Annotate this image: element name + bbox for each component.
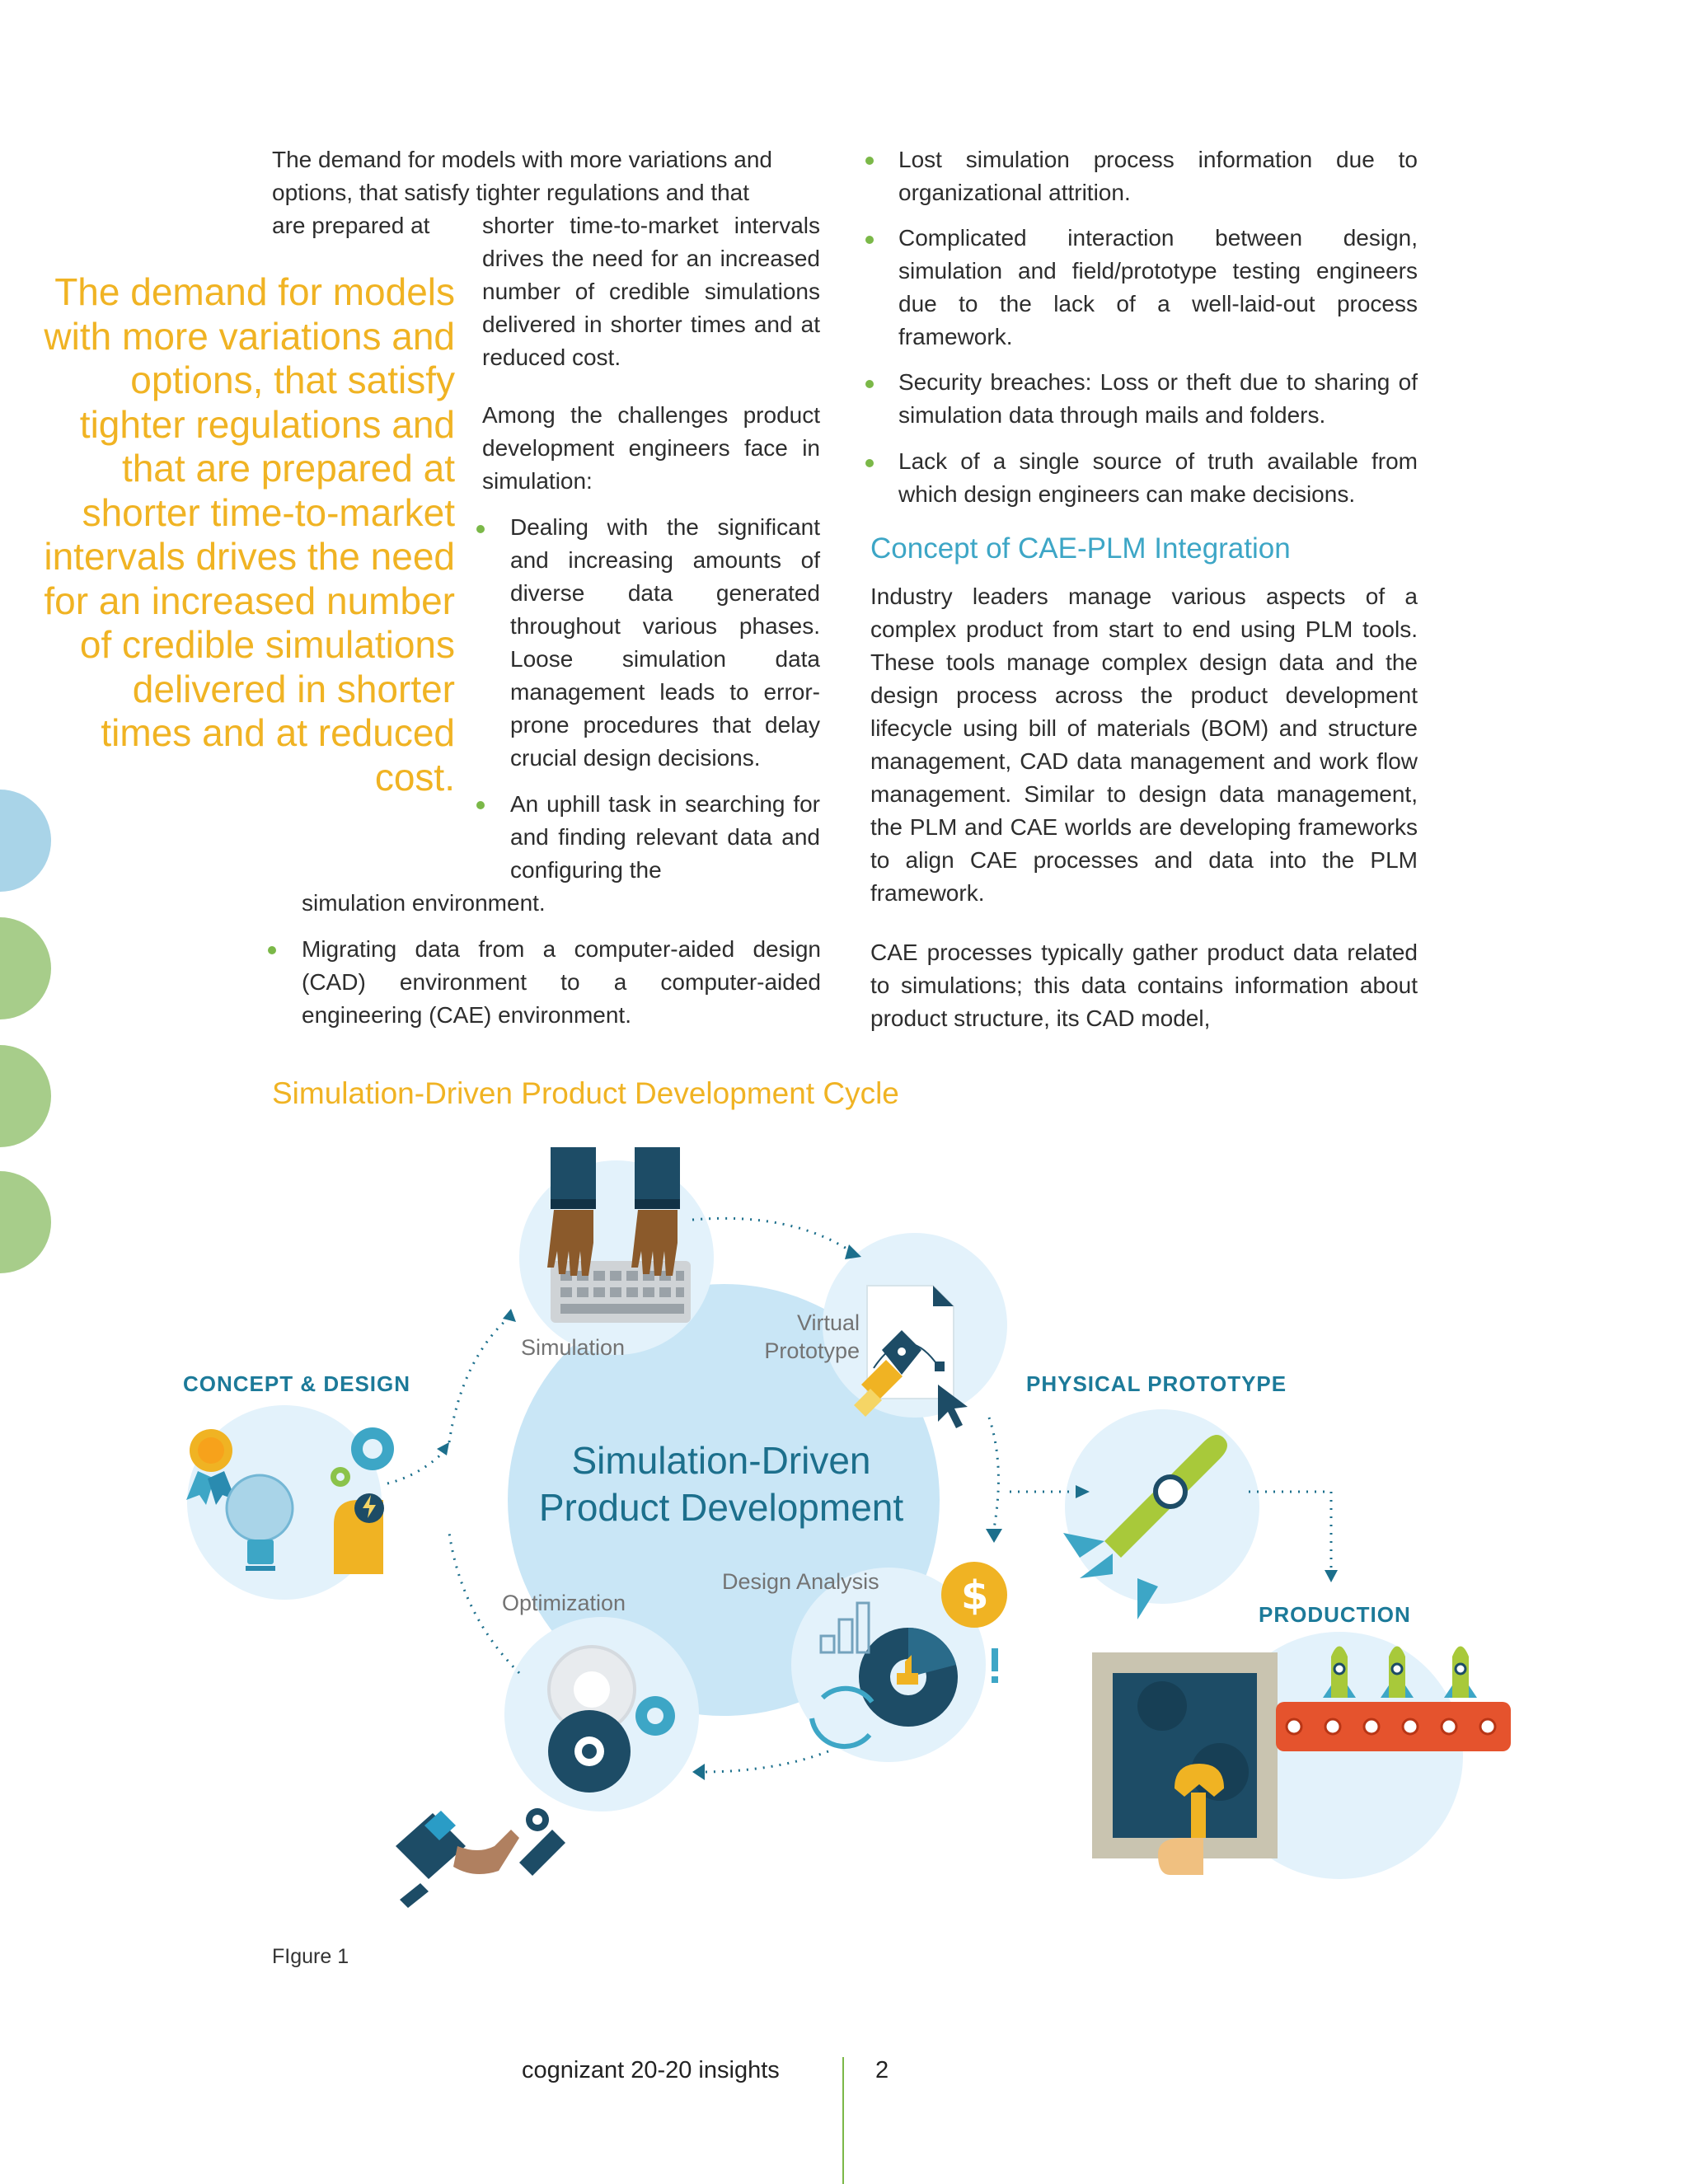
challenge-bullet-4: Lost simulation process information due to organizational attrition. [898,147,1418,205]
label-virtual-prototype-1: Virtual [796,1310,860,1335]
bullet-dot [865,380,874,388]
label-design-analysis: Design Analysis [722,1569,879,1594]
page-number: 2 [875,2057,889,2083]
label-physical-prototype: PHYSICAL PROTOTYPE [1026,1371,1287,1396]
label-optimization: Optimization [502,1591,626,1615]
intro-continuation: shorter time-to-market intervals drives the need for an increased number of credible simulations delivered in shorter times and at reduced cost. [482,213,820,370]
decorative-circle-green-1 [0,917,51,1019]
challenge-bullet-7: Lack of a single source of truth available from which design engineers can make decisions. [898,448,1418,507]
label-simulation: Simulation [521,1335,626,1360]
label-production: PRODUCTION [1259,1602,1411,1627]
svg-text:$: $ [961,1572,989,1619]
footer-divider [842,2057,844,2184]
bullet-dot [476,801,485,809]
decorative-circle-blue [0,790,51,892]
intro-line-1: The demand for models with more variations and [272,147,772,172]
intro-line-3: are prepared at [272,213,430,238]
center-label-line-2: Product Development [538,1486,904,1529]
challenge-bullet-2: An uphill task in searching for and finding relevant data and configuring the [510,791,820,883]
label-concept-design: CONCEPT & DESIGN [183,1371,411,1396]
bullet-dot [865,157,874,165]
figure-caption: FIgure 1 [272,1945,349,1968]
bullet-dot [865,459,874,467]
label-virtual-prototype-2: Prototype [764,1338,860,1363]
footer-publication: cognizant 20-20 insights [522,2057,780,2083]
center-label-line-1: Simulation-Driven [571,1439,871,1482]
figure-title: Simulation-Driven Product Development Cycle [272,1076,899,1110]
challenge-bullet-2-tail: simulation environment. [302,890,546,916]
challenge-bullet-1: Dealing with the significant and increasing amounts of diverse data generated throughout various phases. Loose simulation data management leads to error-prone procedures that delay crucial design decisions. [510,514,820,771]
pull-quote: The demand for models with more variations and options, that satisfy tighter regulations and that are prepared at shorter time-to-market intervals drives the need for an increased number of credible simulations delivered in shorter times and at reduced cost. [44,270,455,799]
bullet-dot [268,946,276,954]
challenge-bullet-5: Complicated interaction between design, simulation and field/prototype testing engineers due to the lack of a well-laid-out process framework. [898,225,1418,349]
section-heading: Concept of CAE-PLM Integration [870,532,1291,565]
intro-line-2: options, that satisfy tighter regulations and that [272,180,750,205]
challenge-bullet-6: Security breaches: Loss or theft due to sharing of simulation data through mails and folders. [898,369,1418,428]
challenges-intro: Among the challenges product development engineers face in simulation: [482,402,820,494]
paragraph-2: CAE processes typically gather product data related to simulations; this data contains information about product structure, its CAD model, [870,940,1418,1031]
challenge-bullet-3: Migrating data from a computer-aided design (CAD) environment to a computer-aided engineering (CAE) environment. [302,936,821,1028]
paragraph-1: Industry leaders manage various aspects of a complex product from start to end using PLM tools. These tools manage complex design data and the design process across the product development lifecycle using bill of materials (BOM) and structure management, CAD data management and work flow management. Similar to design data management, the PLM and CAE worlds are developing frameworks to align CAE processes and data into the PLM framework. [870,583,1418,906]
bullet-dot [865,236,874,244]
bullet-dot [476,525,485,533]
